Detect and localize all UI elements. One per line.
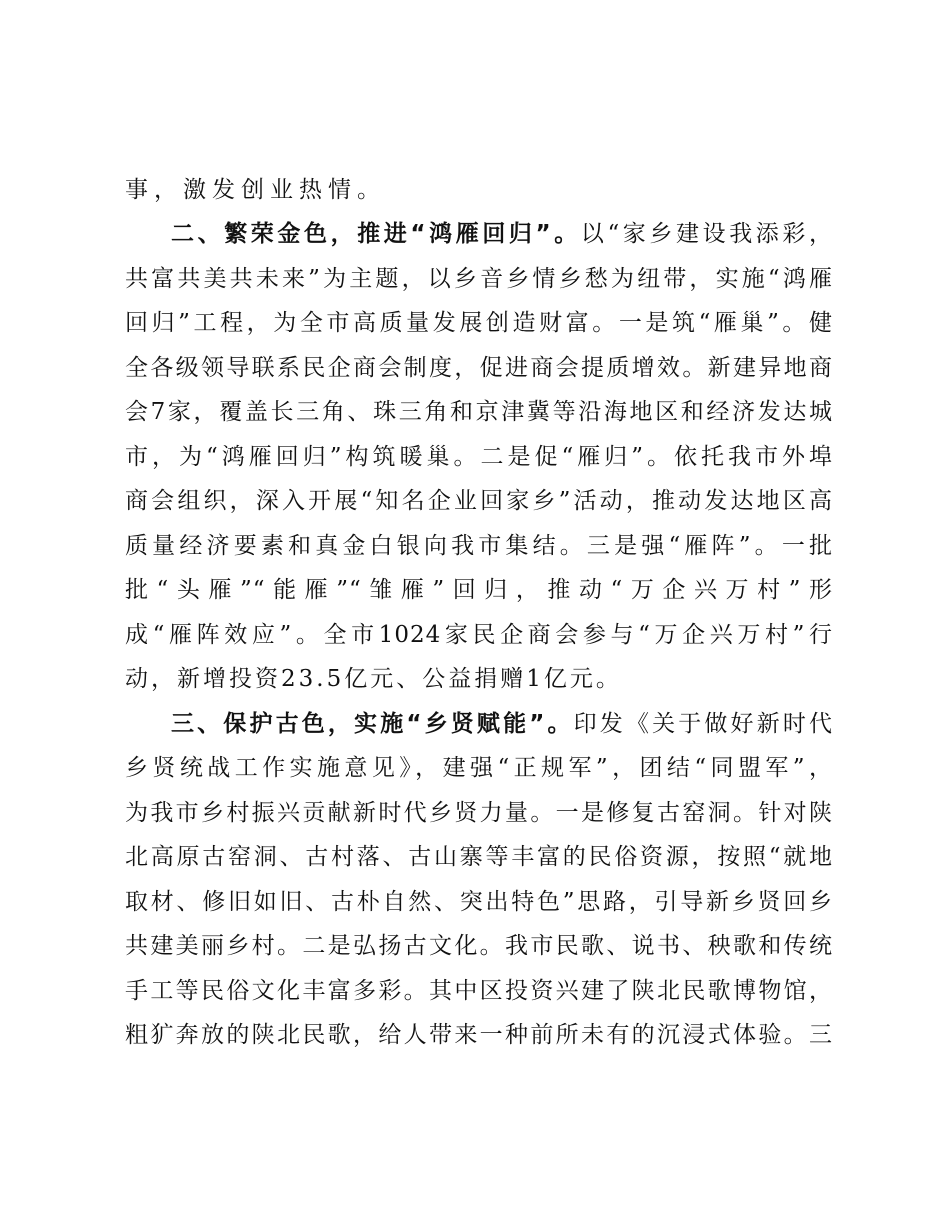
section-heading: 二、繁荣金色，推进“鸿雁回归”。 [171, 221, 581, 247]
paragraph-line: 粗犷奔放的陕北民歌，给人带来一种前所未有的沉浸式体验。三 [125, 1022, 833, 1048]
paragraph-line: 商会组织，深入开展“知名企业回家乡”活动，推动发达地区高 [125, 488, 833, 514]
paragraph-line: 共建美丽乡村。二是弘扬古文化。我市民歌、说书、秧歌和传统 [125, 933, 833, 959]
paragraph-line: 共富共美共未来”为主题，以乡音乡情乡愁为纽带，实施“鸿雁 [125, 266, 833, 292]
paragraph-line [171, 212, 833, 256]
section-heading: 三、保护古色，实施“乡贤赋能”。 [171, 711, 574, 737]
paragraph-line: 取材、修旧如旧、古朴自然、突出特色”思路，引导新乡贤回乡 [125, 889, 833, 915]
paragraph-line: 批“头雁”“能雁”“雏雁”回归，推动“万企兴万村”形 [125, 577, 833, 603]
paragraph-line: 北高原古窑洞、古村落、古山寨等丰富的民俗资源，按照“就地 [125, 844, 833, 870]
paragraph-line: 乡贤统战工作实施意见》，建强“正规军”，团结“同盟军”， [125, 755, 833, 781]
paragraph-text: 以“家乡建设我添彩， [580, 221, 834, 247]
paragraph-line: 动，新增投资23.5亿元、公益捐赠1亿元。 [125, 666, 622, 692]
paragraph-text: 印发《关于做好新时代 [573, 711, 834, 737]
paragraph-line: 会7家，覆盖长三角、珠三角和京津冀等沿海地区和经济发达城 [125, 399, 833, 425]
paragraph-line: 质量经济要素和真金白银向我市集结。三是强“雁阵”。一批 [125, 533, 833, 559]
paragraph-line: 事，激发创业热情。 [125, 177, 386, 203]
paragraph-line [171, 702, 833, 746]
paragraph-line: 手工等民俗文化丰富多彩。其中区投资兴建了陕北民歌博物馆， [125, 978, 833, 1004]
paragraph-line: 为我市乡村振兴贡献新时代乡贤力量。一是修复古窑洞。针对陕 [125, 800, 833, 826]
paragraph-line: 成“雁阵效应”。全市1024家民企商会参与“万企兴万村”行 [125, 622, 833, 648]
paragraph-line: 回归”工程，为全市高质量发展创造财富。一是筑“雁巢”。健 [125, 310, 833, 336]
paragraph-line: 全各级领导联系民企商会制度，促进商会提质增效。新建异地商 [125, 355, 833, 381]
paragraph-line: 市，为“鸿雁回归”构筑暖巢。二是促“雁归”。依托我市外埠 [125, 444, 833, 470]
